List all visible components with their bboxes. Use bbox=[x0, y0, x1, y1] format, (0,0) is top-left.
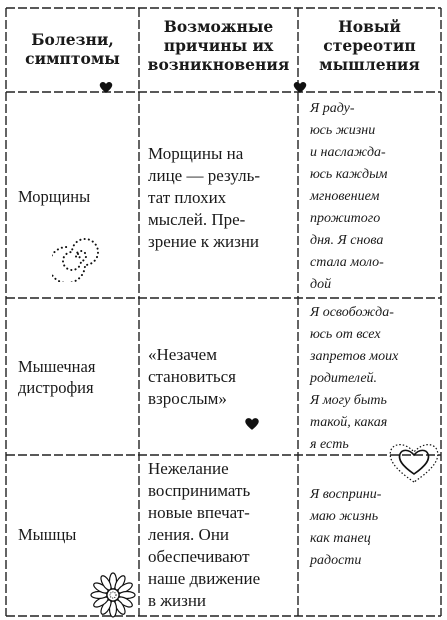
row2-symptom: Мышечная дистрофия bbox=[18, 357, 96, 397]
spiral-icon bbox=[52, 230, 104, 282]
heart-icon bbox=[99, 81, 113, 94]
row2-thought: Я освобожда- юсь от всех запретов моих родителей. Я могу быть такой, какая я есть bbox=[310, 305, 399, 452]
row1-thought: Я раду- юсь жизни и наслажда- юсь каждым мгновением прожитого дня. Я снова стала моло- дой bbox=[310, 101, 388, 292]
row3-thought: Я восприни- маю жизнь как танец радости bbox=[310, 487, 382, 568]
heart-icon bbox=[244, 417, 260, 431]
heart-icon bbox=[293, 81, 307, 94]
row1-symptom: Морщины bbox=[18, 187, 91, 206]
row3-symptom: Мышцы bbox=[18, 525, 77, 544]
row2-cause: «Незачем становиться взрослым» bbox=[148, 345, 236, 408]
row3-cause: Нежелание воспринимать новые впечат- ления. Они обеспечивают наше движение в жизни bbox=[148, 459, 261, 610]
header-symptoms: Болезни, симптомы bbox=[25, 30, 120, 68]
header-causes: Возможные причины их возникновения bbox=[147, 17, 290, 74]
header-new-thought: Новый стереотип мышления bbox=[319, 17, 420, 74]
row1-cause: Морщины на лице — резуль- тат плохих мыслей. Пре- зрение к жизни bbox=[148, 144, 260, 251]
daisy-icon bbox=[90, 572, 136, 618]
double-heart-icon bbox=[385, 440, 443, 486]
